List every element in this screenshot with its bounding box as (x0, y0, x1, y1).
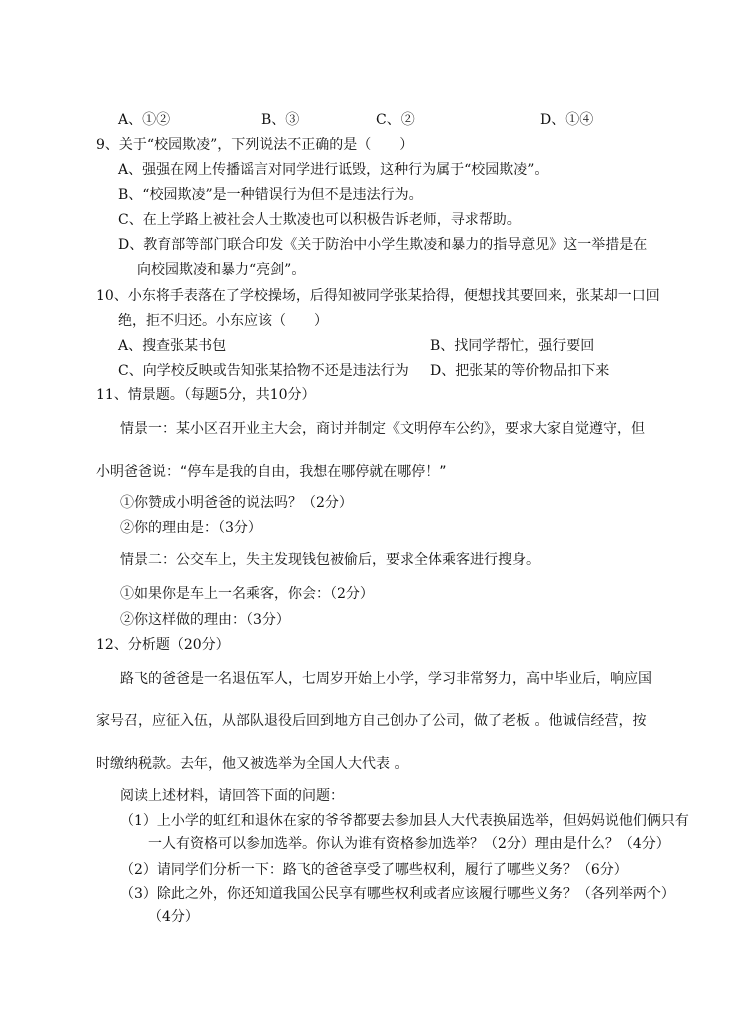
q12-intro: 阅读上述材料，请回答下面的问题： (120, 788, 344, 804)
q9-option-d-line1: D、教育部等部门联合印发《关于防治中小学生欺凌和暴力的指导意见》这一举措是在 (118, 237, 648, 253)
q9-option-a: A、强强在网上传播谣言对同学进行诋毁，这种行为属于“校园欺凌”。 (118, 162, 549, 178)
q10-option-b: B、找同学帮忙，强行要回 (430, 338, 595, 354)
q10-stem-line2: 绝，拒不归还。小东应该（ ） (118, 313, 328, 329)
q9-option-d-line2: 向校园欺凌和暴力“亮剑”。 (137, 262, 306, 278)
q12-question1-line2: 一人有资格可以参加选举。你认为谁有资格参加选举？（2分）理由是什么？（4分） (148, 836, 670, 852)
q8-option-c: C、② (376, 112, 415, 128)
q8-option-b: B、③ (261, 112, 300, 128)
q9-option-c: C、在上学路上被社会人士欺凌也可以积极告诉老师，寻求帮助。 (118, 212, 521, 228)
q12-question3-line2: （4分） (148, 909, 199, 925)
q9-option-b: B、“校园欺凌”是一种错误行为但不是违法行为。 (118, 187, 423, 203)
q12-question2: （2）请同学们分析一下：路飞的爸爸享受了哪些权利，履行了哪些义务？（6分） (120, 862, 628, 878)
q11-stem: 11、情景题。（每题5分，共10分） (96, 387, 316, 403)
q12-question1-line1: （1）上小学的虹红和退休在家的爷爷都要去参加县人大代表换届选举，但妈妈说他们俩只有 (120, 813, 689, 829)
q11-scene1-line2: 小明爸爸说：“停车是我的自由，我想在哪停就在哪停！” (96, 464, 447, 480)
q12-stem: 12、分析题（20分） (96, 637, 230, 653)
q11-scene1-line1: 情景一：某小区召开业主大会，商讨并制定《文明停车公约》，要求大家自觉遵守，但 (120, 421, 645, 437)
q11-scene2-question2: ②你这样做的理由：（3分） (120, 612, 290, 628)
q11-scene1-question1: ①你赞成小明爸爸的说法吗？（2分） (120, 495, 353, 511)
q12-paragraph-line3: 时缴纳税款。去年，他又被选举为全国人大代表 。 (96, 756, 409, 772)
q11-scene2: 情景二：公交车上，失主发现钱包被偷后，要求全体乘客进行搜身。 (120, 552, 540, 568)
q10-option-a: A、搜查张某书包 (118, 338, 227, 354)
q12-paragraph-line2: 家号召，应征入伍，从部队退役后回到地方自己创办了公司，做了老板 。他诚信经营，按 (96, 713, 647, 729)
q11-scene1-question2: ②你的理由是：（3分） (120, 520, 262, 536)
q8-option-d: D、①④ (540, 112, 594, 128)
q10-option-c: C、向学校反映或告知张某拾物不还是违法行为 (118, 363, 409, 379)
q10-option-d: D、把张某的等价物品扣下来 (430, 363, 610, 379)
q10-stem-line1: 10、小东将手表落在了学校操场，后得知被同学张某拾得，便想找其要回来，张某却一口回 (96, 288, 660, 304)
q12-paragraph-line1: 路飞的爸爸是一名退伍军人，七周岁开始上小学，学习非常努力，高中毕业后，响应国 (120, 671, 652, 687)
q12-question3-line1: （3）除此之外，你还知道我国公民享有哪些权利或者应该履行哪些义务？（各列举两个） (120, 886, 675, 902)
q8-option-a: A、①② (118, 112, 171, 128)
q9-stem: 9、关于“校园欺凌”，下列说法不正确的是（ ） (96, 137, 414, 153)
q11-scene2-question1: ①如果你是车上一名乘客，你会：（2分） (120, 586, 374, 602)
